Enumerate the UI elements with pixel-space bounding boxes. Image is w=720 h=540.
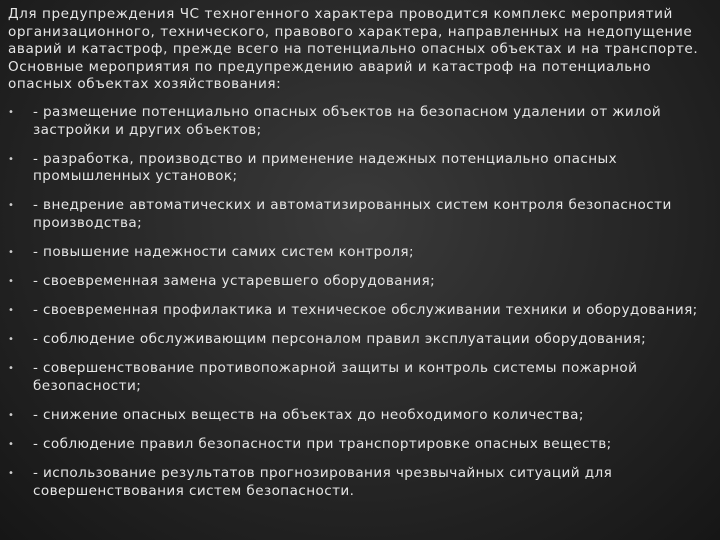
list-item-text: - внедрение автоматических и автоматизированных систем контроля безопасности производства;: [33, 197, 672, 231]
list-item: [8, 151, 714, 186]
list-item-text: - разработка, производство и применение надежных потенциально опасных промышленных установок;: [33, 150, 618, 185]
list-item-text: - соблюдение правил безопасности при транспортировке опасных веществ;: [33, 436, 612, 453]
list-item: [8, 244, 714, 262]
list-item-text: - соблюдение обслуживающим персоналом правил эксплуатации оборудования;: [33, 331, 647, 348]
bullet-icon: •: [8, 305, 15, 317]
list-item: [8, 302, 714, 320]
list-item-text: - снижение опасных веществ на объектах до необходимого количества;: [33, 407, 584, 424]
bullet-icon: •: [8, 439, 15, 451]
list-item-text: - использование результатов прогнозирования чрезвычайных ситуаций для совершенствования систем безопасности.: [33, 465, 613, 499]
list-item: [8, 360, 714, 395]
list-item: [8, 331, 714, 349]
list-item: [8, 407, 714, 425]
list-item-text: - совершенствование противопожарной защиты и контроль системы пожарной безопасности;: [33, 360, 638, 394]
bullet-icon: •: [8, 276, 15, 288]
list-item: [8, 104, 714, 139]
list-item-text: - своевременная профилактика и техническое обслуживании техники и оборудования;: [33, 302, 698, 319]
list-item: [8, 273, 714, 291]
list-item: [8, 436, 714, 454]
bullet-icon: •: [8, 153, 15, 165]
bullet-icon: •: [8, 334, 15, 346]
list-item-text: - повышение надежности самих систем контроля;: [33, 244, 414, 261]
bullet-icon: •: [8, 200, 15, 212]
bullet-icon: •: [8, 468, 15, 480]
bullet-icon: •: [8, 247, 15, 259]
intro-paragraph: Для предупреждения ЧС техногенного характера проводится комплекс мероприятий организационного, технического, правового характера, направленных на недопущение аварий и катастроф, прежде всего на потенциально опасных объектах и на транспорте. Основные мероприятия по предупреждению аварий и катастроф на потенциально опасных объектах хозяйствования:: [8, 6, 699, 93]
list-item-text: - размещение потенциально опасных объектов на безопасном удалении от жилой застройки и других объектов;: [33, 103, 662, 138]
list-item-text: - своевременная замена устаревшего оборудования;: [33, 273, 436, 290]
list-item: [8, 197, 714, 232]
list-item: [8, 465, 714, 500]
bullet-icon: •: [8, 410, 15, 422]
bullet-icon: •: [8, 363, 15, 375]
bullet-icon: •: [8, 106, 15, 118]
measures-list: [8, 104, 714, 501]
